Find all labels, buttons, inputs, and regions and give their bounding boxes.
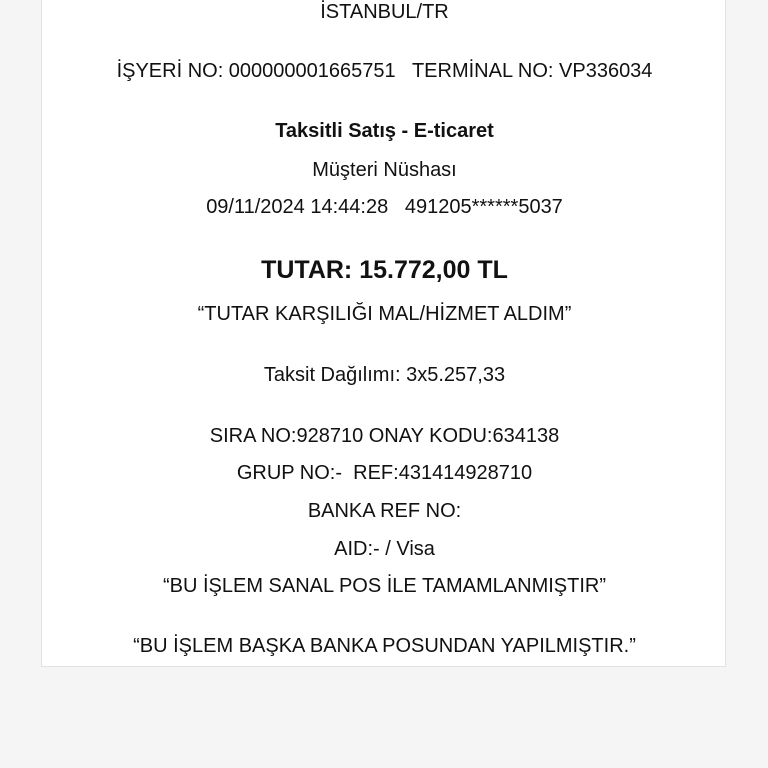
aid-line: AID:- / Visa <box>334 538 435 560</box>
amount-line: TUTAR: 15.772,00 TL <box>261 256 508 284</box>
acknowledgement-line: “TUTAR KARŞILIĞI MAL/HİZMET ALDIM” <box>197 303 572 325</box>
datetime-card-line: 09/11/2024 14:44:28 491205******5037 <box>206 196 563 218</box>
receipt-paper <box>41 0 726 667</box>
group-ref-line: GRUP NO:- REF:431414928710 <box>236 462 533 484</box>
sequence-approval-line: SIRA NO:928710 ONAY KODU:634138 <box>209 425 560 447</box>
virtual-pos-note: “BU İŞLEM SANAL POS İLE TAMAMLANMIŞTIR” <box>162 575 607 597</box>
merchant-terminal-line: İŞYERİ NO: 000000001665751 TERMİNAL NO: VP336034 <box>116 60 653 82</box>
copy-label: Müşteri Nüshası <box>312 159 457 181</box>
city-line: İSTANBUL/TR <box>320 1 449 23</box>
transaction-type: Taksitli Satış - E-ticaret <box>275 120 494 142</box>
bank-ref-line: BANKA REF NO: <box>307 500 462 522</box>
installments-line: Taksit Dağılımı: 3x5.257,33 <box>263 364 506 386</box>
other-bank-note: “BU İŞLEM BAŞKA BANKA POSUNDAN YAPILMIŞTIR.” <box>133 635 636 657</box>
